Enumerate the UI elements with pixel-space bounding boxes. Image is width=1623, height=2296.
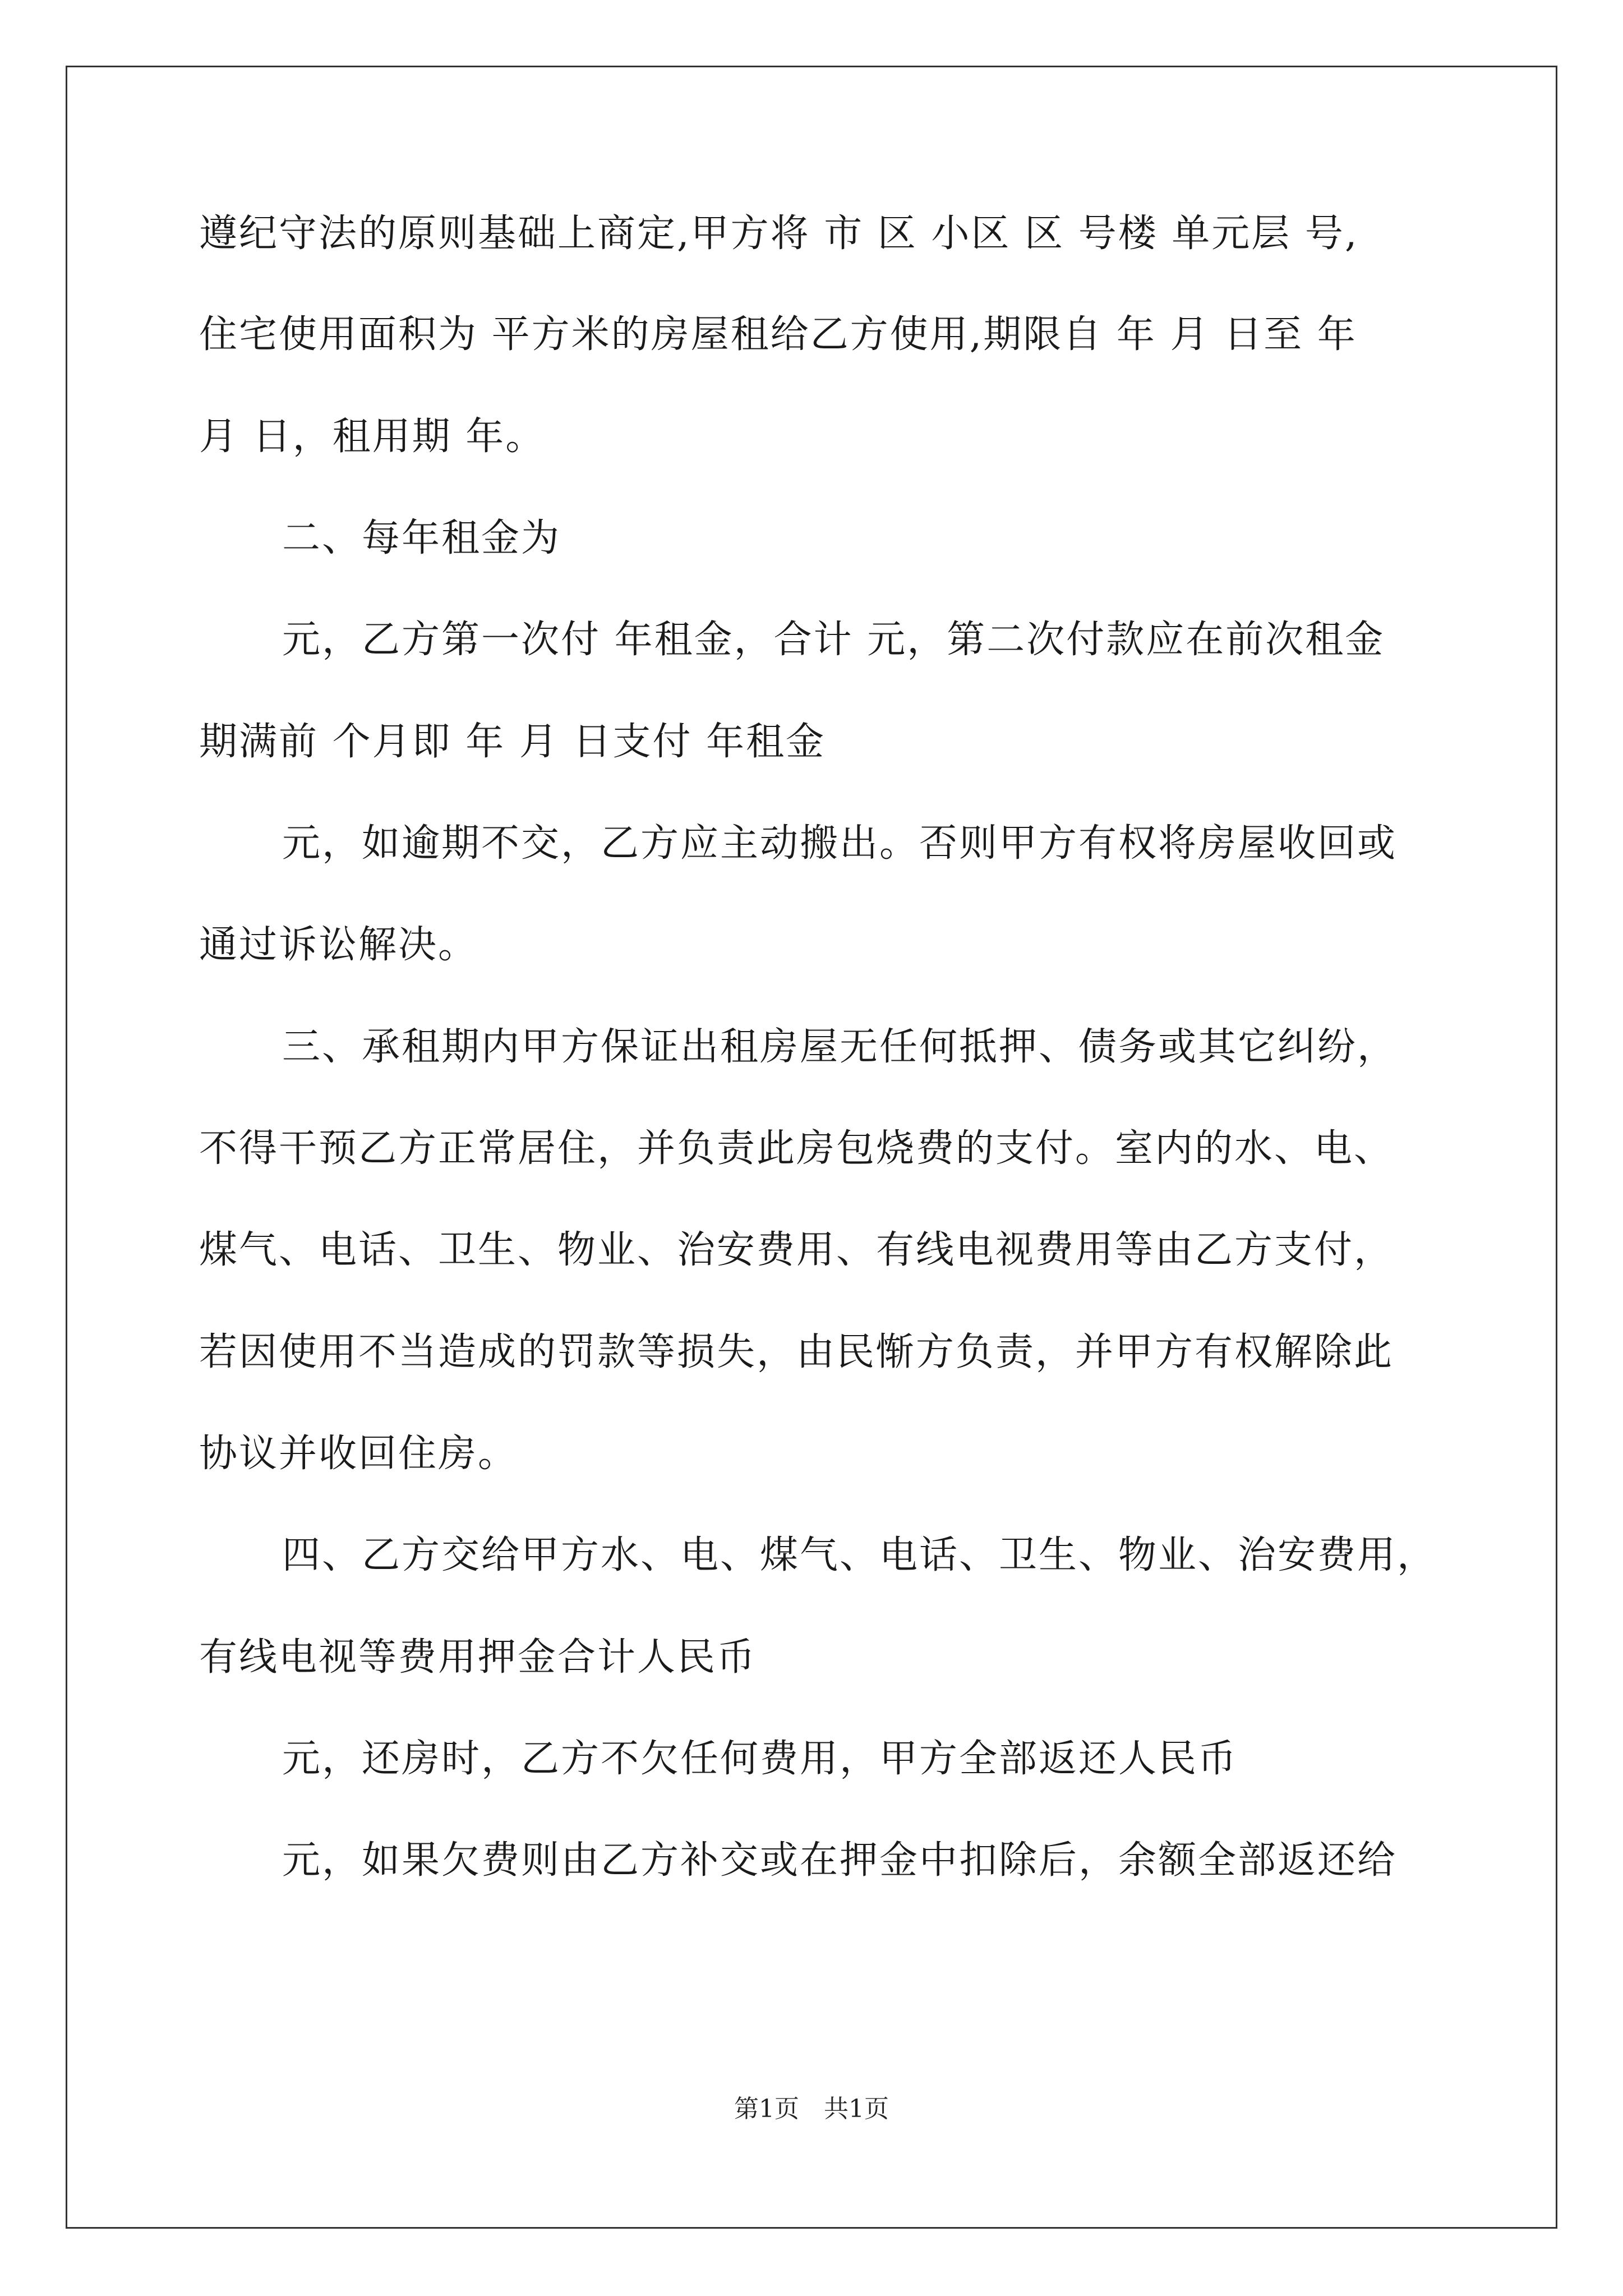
section-paragraph: 三、承租期内甲方保证出租房屋无任何抵押、债务或其它纠纷， xyxy=(282,1025,1398,1069)
text-line: 若因使用不当造成的罚款等损失，由民惭方负责，并甲方有权解除此 xyxy=(199,1330,1394,1374)
text-line: 元，如果欠费则由乙方补交或在押金中扣除后，余额全部返还给 xyxy=(282,1838,1398,1883)
page-footer: 第1页 共1页 xyxy=(734,2095,889,2123)
text-line: 元，还房时，乙方不欠任何费用，甲方全部返还人民币 xyxy=(282,1737,1238,1781)
text-line: 月 日，租用期 年。 xyxy=(199,415,546,459)
text-line: 协议并收回住房。 xyxy=(199,1432,518,1476)
text-line: 有线电视等费用押金合计人民币 xyxy=(199,1635,757,1680)
text-line: 通过诉讼解决。 xyxy=(199,923,478,967)
text-line: 元，如逾期不交，乙方应主动搬出。否则甲方有权将房屋收回或 xyxy=(282,821,1398,866)
text-line: 煤气、电话、卫生、物业、治安费用、有线电视费用等由乙方支付， xyxy=(199,1228,1394,1272)
text-line: 不得干预乙方正常居住，并负责此房包烧费的支付。室内的水、电、 xyxy=(199,1126,1394,1171)
text-line: 遵纪守法的原则基础上商定,甲方将 市 区 小区 区 号楼 单元层 号, xyxy=(199,211,1359,256)
text-line: 期满前 个月即 年 月 日支付 年租金 xyxy=(199,720,826,764)
section-paragraph: 四、乙方交给甲方水、电、煤气、电话、卫生、物业、治安费用， xyxy=(282,1533,1437,1577)
text-line: 元，乙方第一次付 年租金，合计 元，第二次付款应在前次租金 xyxy=(282,618,1385,662)
section-heading: 二、每年租金为 xyxy=(282,516,561,560)
text-line: 住宅使用面积为 平方米的房屋租给乙方使用,期限自 年 月 日至 年 xyxy=(199,312,1357,357)
